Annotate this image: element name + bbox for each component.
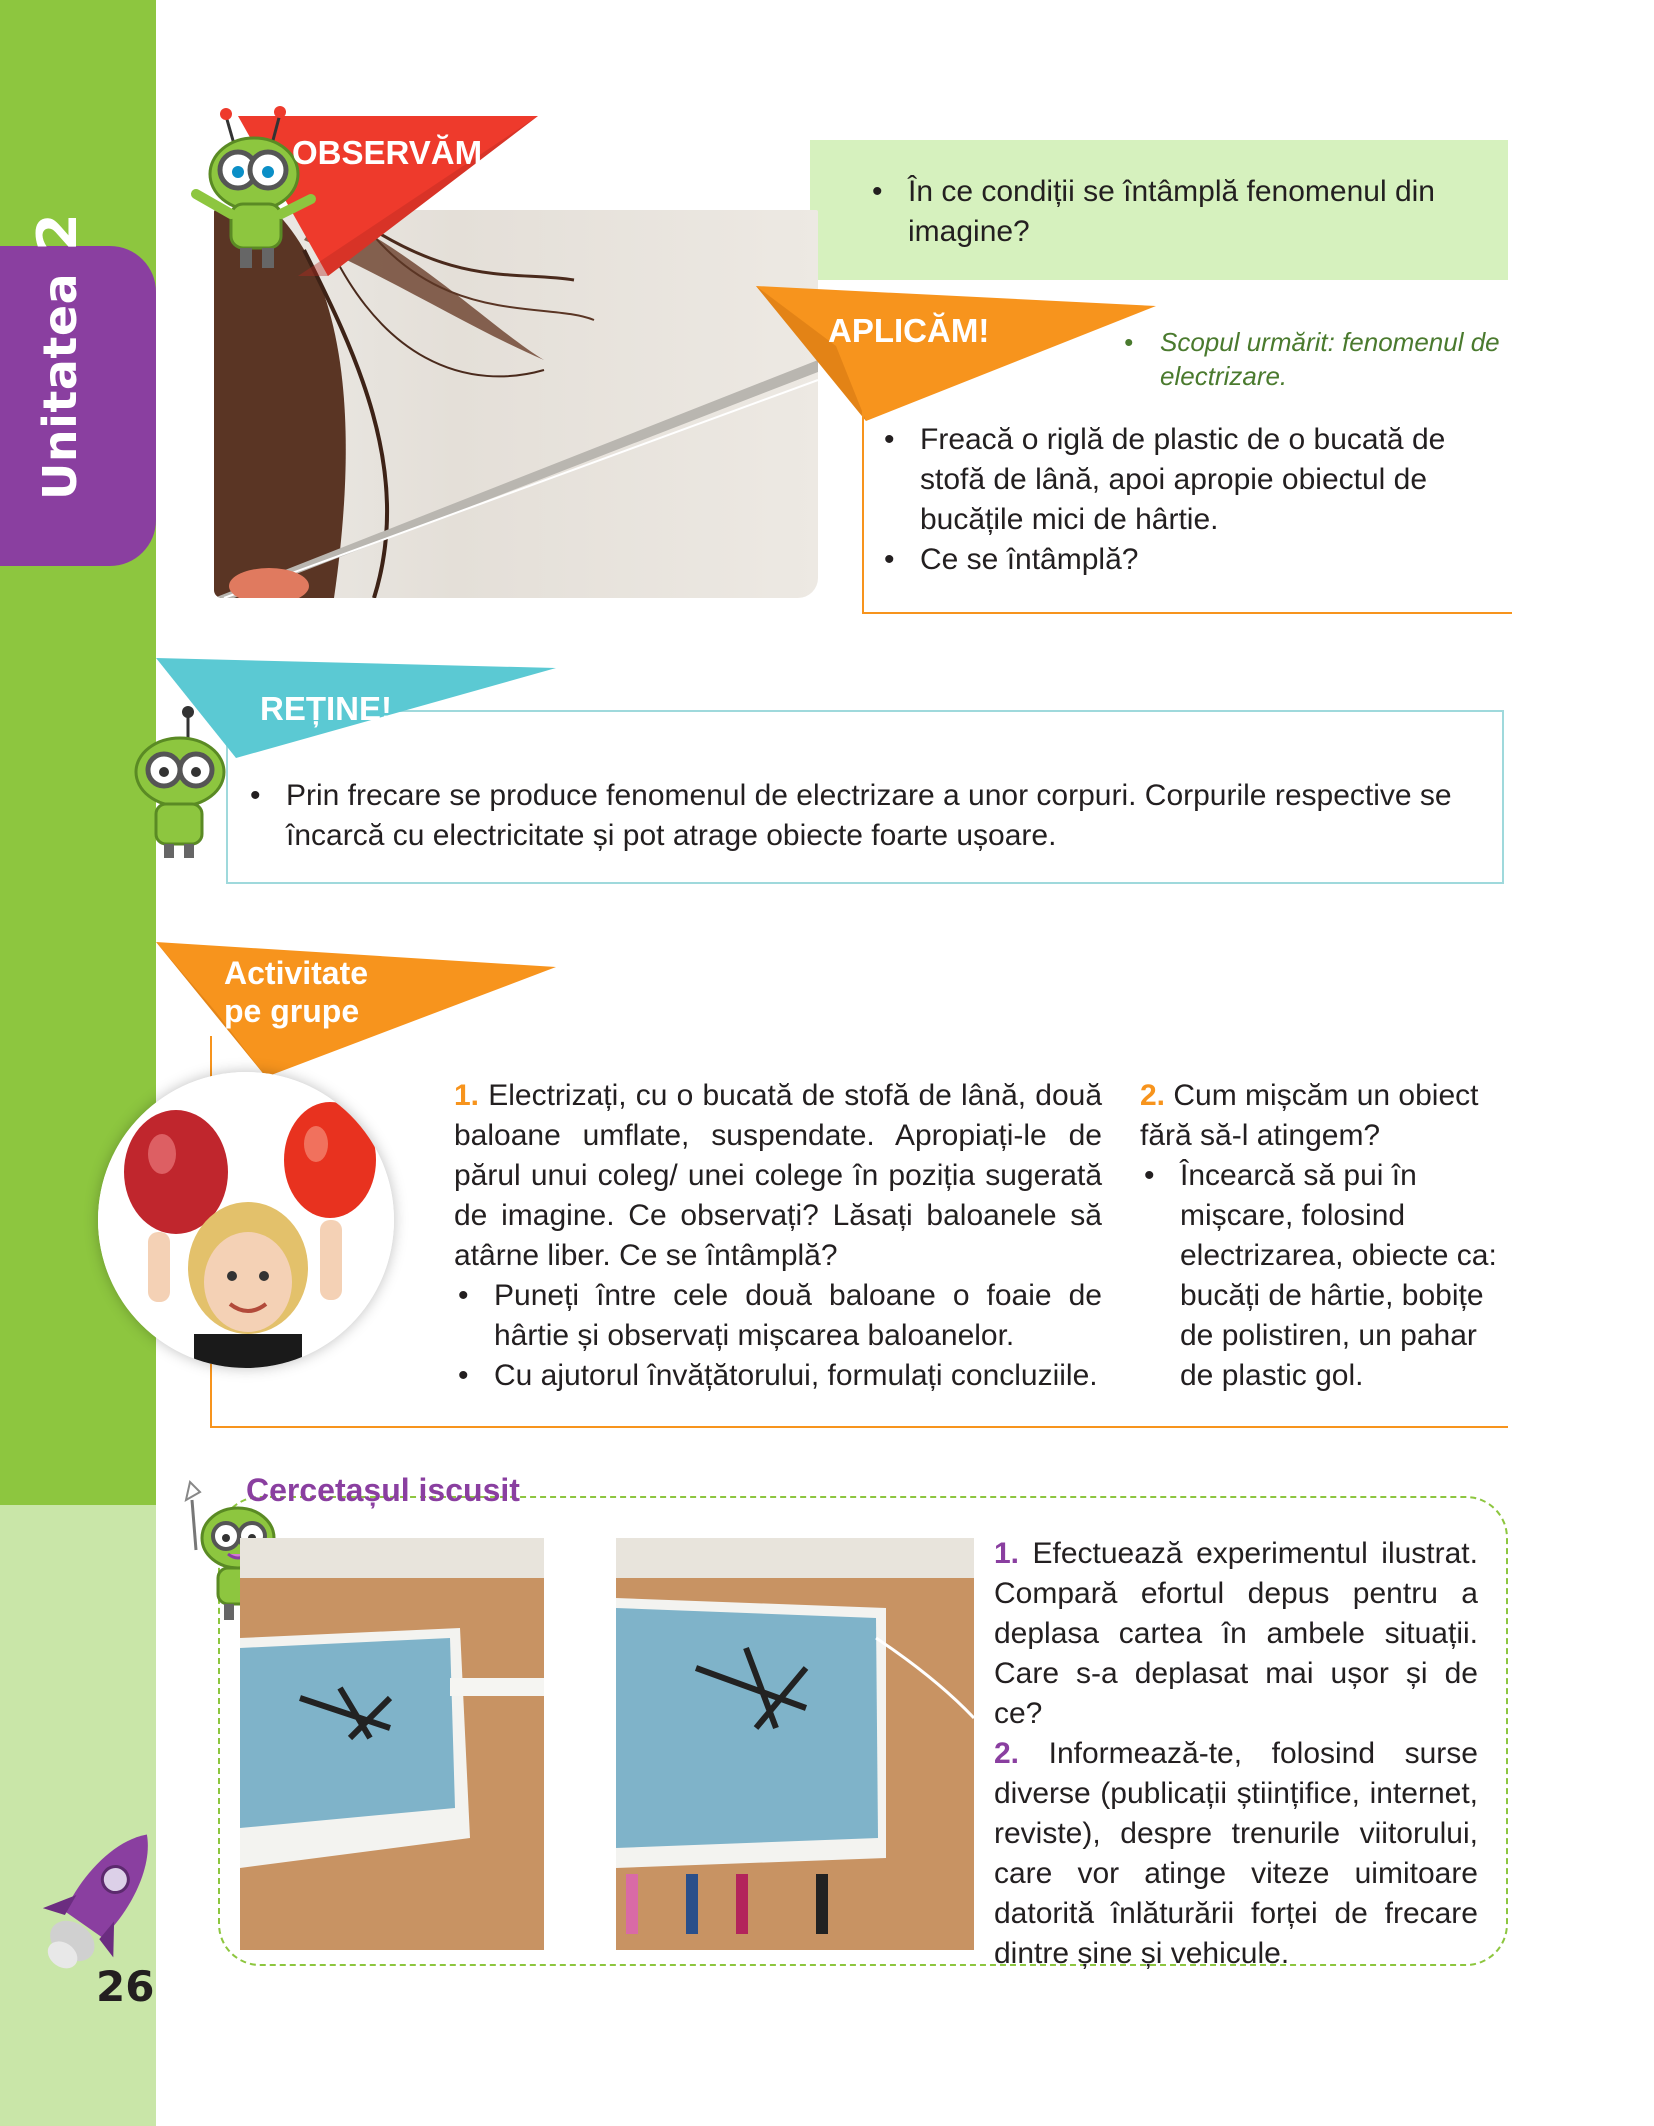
unit-number: 2	[26, 212, 89, 251]
retine-statement: • Prin frecare se produce fenomenul de electrizare a unor corpuri. Corpurile respective se încarcă cu electricitate și pot atrage obiecte foarte ușoare.	[246, 776, 1496, 856]
aplicam-border-horizontal	[862, 612, 1512, 614]
activitate-task-1	[454, 1076, 1102, 1396]
aplicam-instruction: • Ce se întâmplă?	[880, 540, 1500, 580]
activitate-task2-bullet: • Încearcă să pui în mișcare, folosind electrizarea, obiecte ca: bucăți de hârtie, bobițe de polistiren, un pahar de plastic gol.	[1140, 1156, 1512, 1396]
cercetasul-task1-number: 1.	[994, 1537, 1020, 1570]
activitate-label-line2: pe grupe	[224, 993, 360, 1029]
cercetasul-task1-text: Efectuează experimentul ilustrat. Compară efortul depus pentru a deplasa cartea în ambele situații. Care s-a deplasat mai ușor și de ce?	[994, 1537, 1478, 1730]
cercetasul-task2-text: Informează-te, folosind surse diverse (publicații științifice, internet, reviste), despre trenurile viitorului, care vor atinge viteze uimitoare datorită înlăturării forței de frecare dintre șine și vehicule.	[994, 1737, 1478, 1970]
activitate-border-horizontal	[210, 1426, 1508, 1428]
activitate-label	[224, 954, 368, 1030]
book-on-pencils-photo	[616, 1538, 974, 1950]
aplicam-goal	[1120, 325, 1520, 393]
aplicam-instruction: • Freacă o riglă de plastic de o bucată de stofă de lână, apoi apropie obiectul de bucățile mici de hârtie.	[880, 420, 1500, 540]
rocket-icon	[36, 1815, 166, 1985]
aplicam-ribbon	[756, 286, 1156, 421]
aplicam-border-vertical	[862, 410, 864, 614]
unit-label-text: Unitatea	[33, 272, 87, 500]
activitate-task2-text: Cum mișcăm un obiect fără să-l atingem?	[1140, 1079, 1479, 1152]
retine-label: REȚINE!	[260, 690, 392, 727]
cercetasul-tasks	[994, 1534, 1478, 1974]
activitate-task1-number: 1.	[454, 1079, 480, 1112]
aplicam-label: APLICĂM!	[828, 312, 990, 349]
observam-question: • În ce condiții se întâmplă fenomenul din imagine?	[868, 172, 1488, 252]
cercetasul-title: Cercetașul iscusit	[246, 1472, 520, 1508]
activitate-task1-bullet: • Cu ajutorul învățătorului, formulați concluziile.	[454, 1356, 1102, 1396]
cercetasul-task2-number: 2.	[994, 1737, 1020, 1770]
activitate-task1-text: Electrizați, cu o bucată de stofă de lână, două baloane umflate, suspendate. Apropiați-le de părul unui coleg/ unei colege în poziția sugerată de imagine. Ce observați? Lăsați baloanele să atârne liber. Ce se întâmplă?	[454, 1079, 1103, 1272]
page-number: 26	[96, 1962, 155, 2011]
observam-label: OBSERVĂM	[292, 134, 483, 171]
retine-text	[246, 776, 1496, 856]
activitate-task1-bullet: • Puneți între cele două baloane o foaie de hârtie și observați mișcarea baloanelor.	[454, 1276, 1102, 1356]
unit-label	[26, 213, 89, 500]
activitate-task-2	[1140, 1076, 1512, 1396]
robot-mascot-icon	[118, 700, 248, 860]
observam-questions	[868, 172, 1488, 252]
activitate-task2-number: 2.	[1140, 1079, 1166, 1112]
balloons-child-photo	[98, 1072, 394, 1368]
robot-mascot-icon	[176, 104, 326, 274]
book-on-table-photo	[240, 1538, 544, 1950]
activitate-label-line1: Activitate	[224, 955, 369, 991]
aplicam-goal-text: • Scopul urmărit: fenomenul de electrizare.	[1120, 325, 1520, 393]
aplicam-instructions	[880, 420, 1500, 580]
